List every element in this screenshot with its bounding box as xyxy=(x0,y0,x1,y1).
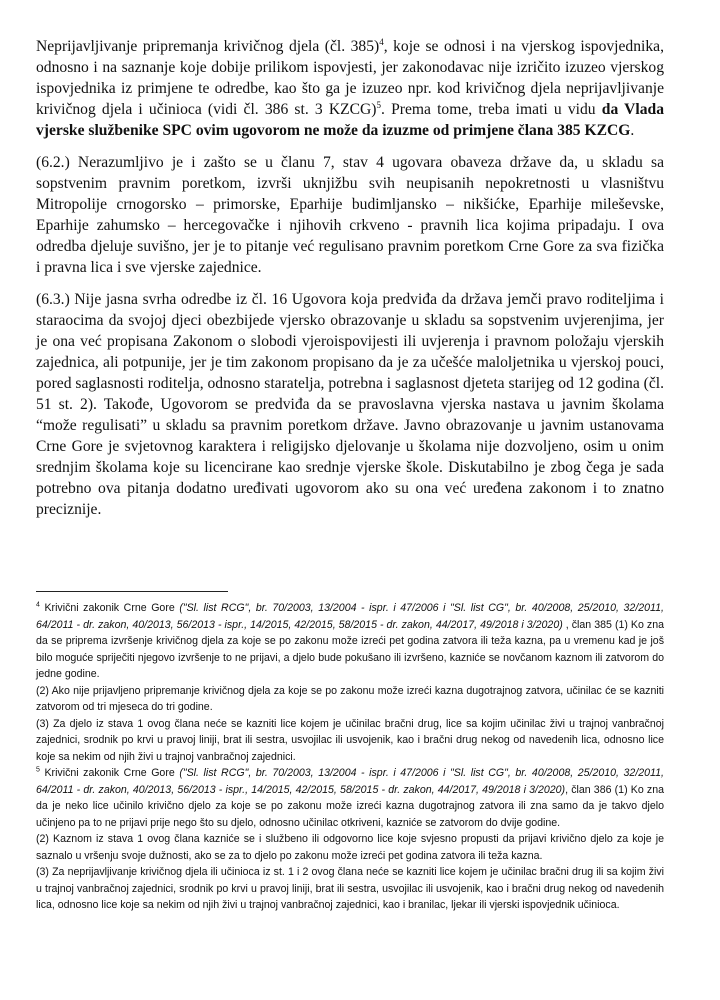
paragraph-6-3: (6.3.) Nije jasna svrha odredbe iz čl. 16 Ugovora koja predviđa da država jemči pravo roditeljima i staraocima da svojoj djeci obezbijede vjersko obrazovanje u skladu sa sopstvenim uvjerenjima, jer je ona već propisana Zakonom o slobodi vjeroispovijesti ili uvjerenja i pravnom položaju vjerskih zajednica, ali potpunije, jer je tim zakonom propisano da je za učešće maloljetnika u vjerskoj pouci, pored saglasnosti roditelja, odnosno staratelja, potrebna i saglasnost djeteta starijeg od 12 godina (čl. 51 st. 2). Takođe, Ugovorom se predviđa da se pravoslavna vjerska nastava u javnim školama “može regulisati” u skladu sa pravnim poretkom države. Javno obrazovanje u javnim ustanovama Crne Gore je svjetovnog karaktera i religijsko djelovanje u školama nije dozvoljeno, osim u onim srednjim školama koje su licencirane kao srednje vjerske škole. Diskutabilno je zbog čega je sada potrebno ova pitanja dodatno uređivati ugovorom ako su ona već uređena zakonom i to znatno preciznije. xyxy=(36,291,664,518)
footnote-separator xyxy=(36,591,228,592)
footnote-4-paragraph-2: (2) Ako nije prijavljeno pripremanje krivičnog djela za koje se po zakonu može izreći kazna dugotrajnog zatvora, učinilac će se kazniti zatvorom od tri mjeseca do tri godine. xyxy=(36,684,664,713)
footnote-ref-4[interactable]: 4 xyxy=(379,36,384,47)
footnote-5-paragraph-2: (2) Kaznom iz stava 1 ovog člana kazniće se i službeno ili odgovorno lice koje svjesno propusti da prijavi krivično djelo za koje je saznalo u vršenju svoje dužnosti, ako se za to djelo po zakonu može izreći pet godina zatvora ili teža kazna. xyxy=(36,833,664,862)
footnote-4-paragraph-3: (3) Za djelo iz stava 1 ovog člana neće se kazniti lice kojem je učinilac bračni drug, lice sa kojim učinilac živi u trajnoj vanbračnoj zajednici, srodnik po krvi u pravoj liniji, brat ili sestra, usvojilac ili usvojenik, kao i bračni drug nekog od navedenih lica, odnosno lice koje sa nekim od njih živi u trajnoj vanbračnoj zajednici. xyxy=(36,717,664,763)
footnote-ref-5[interactable]: 5 xyxy=(376,99,382,110)
footnote-5: $^5$ Krivični zakonik Crne Gore ("Sl. list RCG", br. 70/2003, 13/2004 - ispr. i 47/2006 i "Sl. list CG", br. 40/2008, 25/2010, 32/2011, 64/2011 - dr. zakon, 40/2013, 56/2013 - ispr., 14/2015, 42/2015, 58/2015 - dr. zakon, 44/2017, 49/2018 i 3/2020), član 386 (1) Ko zna da je neko lice učinilo krivično djelo za koje se po zakonu može izreći kazna dugotrajnog zatvora ili zna samo da je takvo djelo učinjeno pa to ne prijavi prije nego što su djelo, odnosno učinilac otkriveni, kazniće se zatvorom do dvije godine. xyxy=(36,766,664,829)
paragraph-6-2: (6.2.) Nerazumljivo je i zašto se u članu 7, stav 4 ugovara obaveza države da, u skladu sa sopstvenim pravnim poretkom, izvrši uknjižbu svih neupisanih nepokretnosti u vlasništvu Mitropolije crnogorsko – primorske, Eparhije budimljansko – nikšićke, Eparhije mileševske, Eparhije zahumsko – hercegovačke i njihovih crkveno - pravnih lica kojima pripadaju. I ova odredba djeluje suvišno, jer je to pitanje već regulisano pravnim poretkom Crne Gore za sva fizička i pravna lica i sve vjerske zajednice. xyxy=(36,154,664,276)
footnote-4: $^4$ Krivični zakonik Crne Gore ("Sl. list RCG", br. 70/2003, 13/2004 - ispr. i 47/2006 i "Sl. list CG", br. 40/2008, 25/2010, 32/2011, 64/2011 - dr. zakon, 40/2013, 56/2013 - ispr., 14/2015, 42/2015, 58/2015 - dr. zakon, 44/2017, 49/2018 i 3/2020) , član 385 (1) Ko zna da se priprema izvršenje krivičnog djela za koje se po zakonu može izreći pet godina zatvora ili teža kazna, pa u vremenu kad je još bilo moguće spriječiti njegovo izvršenje to ne prijavi, a djelo bude pokušano ili izvršeno, kazniće se novčanom kaznom ili zatvorom do jedne godine. xyxy=(36,601,665,680)
paragraph-1: Neprijavljivanje pripremanja krivičnog djela (čl. 385)$^4$, koje se odnosi i na vjerskog ispovjednika, odnosno i na saznanje koje dobije prilikom ispovjesti, jer zakonodavac nije izričito izuzeo vjerskog ispovjednika iz primjene te odredbe, kao što ga je izuzeo npr. kod krivičnog djela neprijavljivanje krivičnog djela i učinioca (vidi čl. 386 st. 3 KZCG)$^5$. Prema tome, treba imati u vidu da Vlada vjerske službenike SPC ovim ugovorom ne može da izuzme od primjene člana 385 KZCG. xyxy=(36,36,665,139)
body-text xyxy=(36,36,664,531)
footnotes xyxy=(36,600,664,914)
bold-emphasis: da Vlada vjerske službenike SPC ovim ugovorom ne može da izuzme od primjene člana 385 KZCG xyxy=(36,101,665,139)
footnote-5-paragraph-3: (3) Za neprijavljivanje krivičnog djela ili učinioca iz st. 1 i 2 ovog člana neće se kazniti lice kojem je učinilac bračni drug ili sa kojim živi u trajnoj vanbračnoj zajednici, srodnik po krvi u pravoj liniji, brat ili sestra, usvojilac ili usvojenik, kao i bračni drug nekog od navedenih lica, odnosno lice koje sa nekim od njih živi u trajnoj vanbračnoj zajednici, kao i branilac, ljekar ili vjerski ispovjednik učinioca. xyxy=(36,866,664,911)
